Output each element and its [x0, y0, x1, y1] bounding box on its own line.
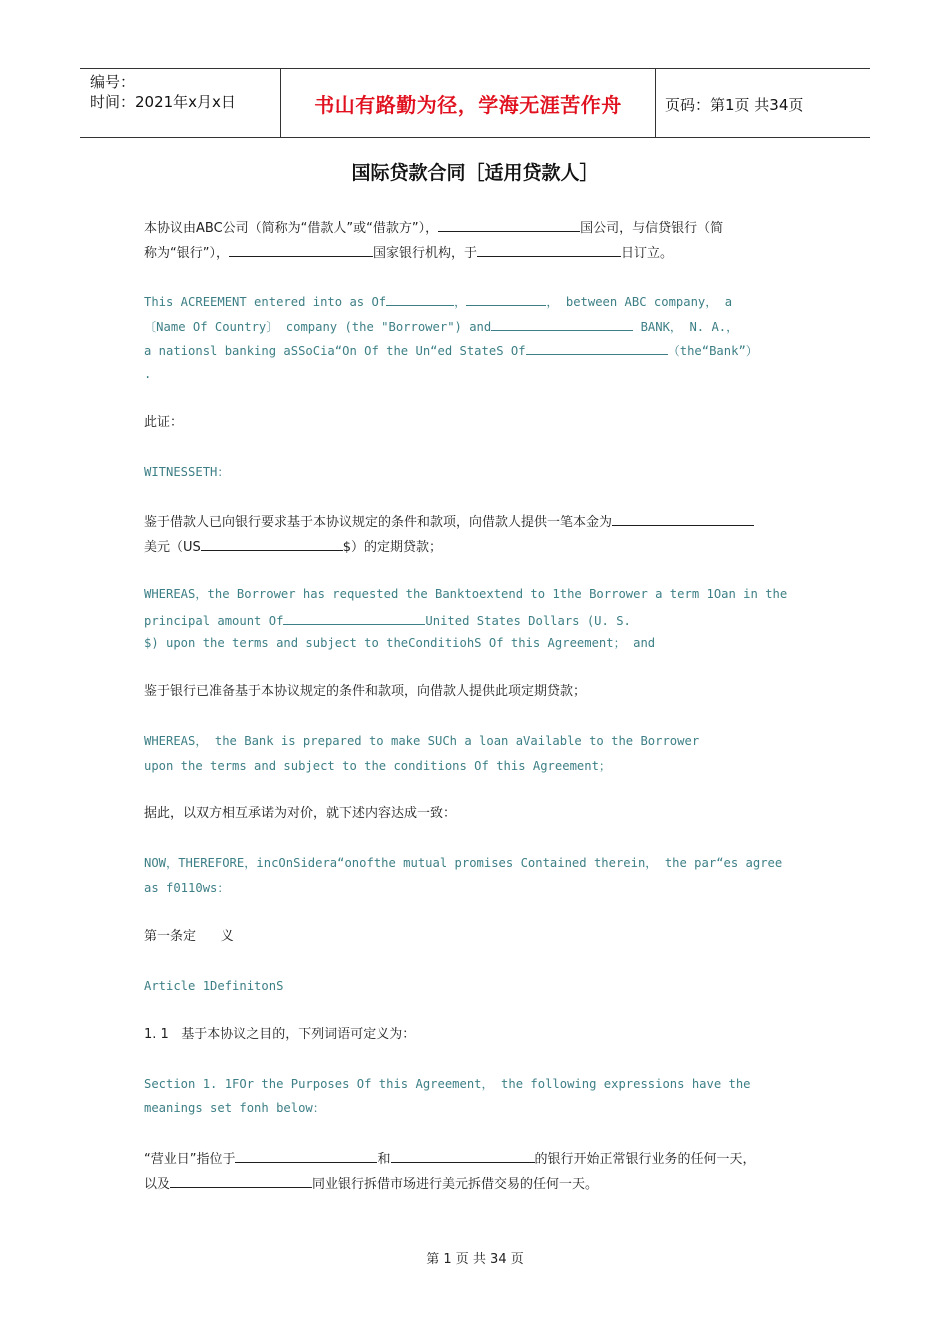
- paragraph-line: [144, 341, 758, 359]
- text-run: a nationsl banking aSSoCia“On Of the Un“ed StateS Of: [144, 344, 526, 358]
- header-meta-cell: [80, 69, 280, 137]
- header-motto-cell: [280, 69, 656, 137]
- text-run: 和: [377, 1152, 391, 1167]
- article-heading-zh: 第一条定 义: [144, 929, 234, 944]
- text-run: 国家银行机构，于: [372, 246, 477, 261]
- blank-field: [466, 292, 546, 306]
- paragraph-line: [144, 537, 442, 556]
- paragraph-line: $) upon the terms and subject to theConditiohS Of this Agreement； and: [144, 636, 656, 650]
- blank-field: [170, 1174, 312, 1188]
- paragraph-line: meanings set fonh below：: [144, 1101, 325, 1115]
- text-run: 日订立。: [621, 246, 674, 261]
- paragraph-line: [144, 1149, 756, 1168]
- text-run: 称为“银行”），: [144, 246, 229, 261]
- paragraph-line: WHEREAS，the Borrower has requested the Banktoextend to 1the Borrower a term 1Oan in the: [144, 587, 788, 601]
- blank-field: [235, 1149, 377, 1163]
- document-number: 编号：: [90, 73, 136, 91]
- text-run: 鉴于借款人已向银行要求基于本协议规定的条件和款项，向借款人提供一笔本金为: [144, 515, 613, 530]
- blank-field: [491, 317, 633, 331]
- blank-field: [283, 611, 425, 625]
- text-run: 本协议由ABC公司（简称为“借款人”或“借款方”），: [144, 221, 439, 236]
- paragraph-line: as f0110ws：: [144, 881, 230, 895]
- text-run: $）的定期贷款；: [342, 540, 443, 555]
- paragraph-line: 此证：: [144, 415, 184, 430]
- header-page-cell: [655, 69, 870, 137]
- section-heading-zh: 1. 1 基于本协议之目的，下列词语可定义为：: [144, 1027, 416, 1042]
- blank-field: [612, 512, 754, 526]
- header-motto: 书山有路勤为径，学海无涯苦作舟: [314, 93, 622, 117]
- paragraph-line: NOW，THEREFORE，incOnSidera“onofthe mutual promises Contained therein， the par“es agree: [144, 856, 783, 870]
- blank-field: [526, 341, 668, 355]
- text-run: 美元（US: [144, 540, 201, 555]
- text-run: BANK， N. A.，: [633, 320, 739, 334]
- text-run: This ACREEMENT entered into as Of: [144, 295, 387, 309]
- page-footer: 第 1 页 共 34 页: [426, 1252, 524, 1267]
- paragraph-line: 鉴于银行已准备基于本协议规定的条件和款项，向借款人提供此项定期贷款；: [144, 684, 587, 699]
- text-run: United States Dollars (U. S.: [425, 614, 631, 628]
- article-heading-en: Article 1DefinitonS: [144, 979, 284, 993]
- paragraph-line: [144, 292, 732, 310]
- blank-field: [201, 537, 343, 551]
- blank-field: [391, 1149, 535, 1163]
- text-run: （the“Bank”）: [667, 344, 758, 358]
- paragraph-line: .: [144, 367, 152, 381]
- text-run: ， between ABC company， a: [546, 295, 733, 309]
- document-date: 时间：2021年x月x日: [90, 93, 236, 111]
- paragraph-line: WITNESSETH：: [144, 465, 230, 479]
- text-run: 国公司，与信贷银行（简: [580, 221, 724, 236]
- text-run: 〔Name Of Country〕 company (the "Borrower") and: [144, 320, 492, 334]
- blank-field: [229, 243, 373, 257]
- paragraph-line: [144, 317, 738, 335]
- text-run: 同业银行拆借市场进行美元拆借交易的任何一天。: [312, 1177, 599, 1192]
- text-run: 的银行开始正常银行业务的任何一天，: [534, 1152, 756, 1167]
- text-run: “营业日”指位于: [144, 1152, 236, 1167]
- paragraph-line: [144, 512, 754, 531]
- header-page-number: 页码：第1页 共34页: [665, 96, 804, 114]
- text-run: principal amount Of: [144, 614, 284, 628]
- paragraph-line: upon the terms and subject to the conditions Of this Agreement；: [144, 759, 612, 773]
- paragraph-line: [144, 243, 673, 262]
- paragraph-line: 据此，以双方相互承诺为对价，就下述内容达成一致：: [144, 806, 457, 821]
- text-run: ，: [454, 295, 467, 309]
- paragraph-line: Section 1. 1FOr the Purposes Of this Agreement， the following expressions have the: [144, 1077, 751, 1091]
- blank-field: [438, 218, 580, 232]
- document-header: [80, 68, 870, 138]
- paragraph-line: [144, 218, 723, 237]
- blank-field: [477, 243, 621, 257]
- paragraph-line: [144, 1174, 598, 1193]
- paragraph-line: [144, 611, 631, 629]
- paragraph-line: WHEREAS， the Bank is prepared to make SUCh a loan aVailable to the Borrower: [144, 734, 700, 748]
- text-run: 以及: [144, 1177, 171, 1192]
- page-title: 国际贷款合同［适用贷款人］: [351, 162, 599, 184]
- blank-field: [386, 292, 454, 306]
